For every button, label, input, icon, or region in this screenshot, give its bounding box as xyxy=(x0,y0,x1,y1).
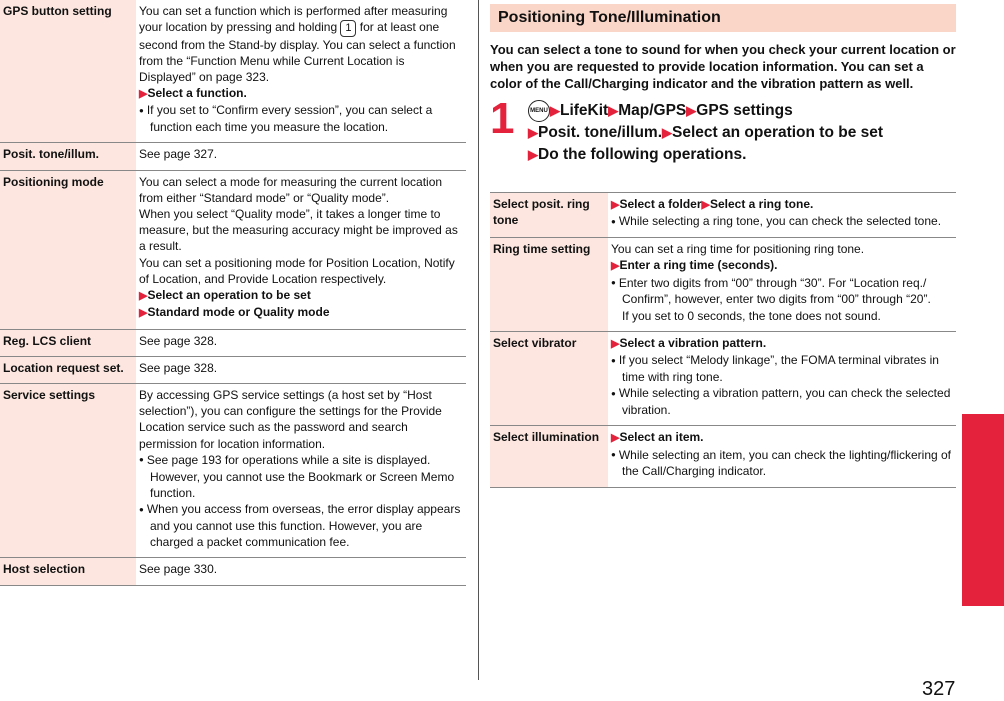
table-row xyxy=(0,329,466,356)
table-row xyxy=(490,426,956,487)
row-label: Location request set. xyxy=(0,356,136,383)
description-text: By accessing GPS service settings (a host set by “Host selection”), you can configure the settings for the Provide Location service such as the password and search permission for location information. xyxy=(139,387,442,451)
bullet-item xyxy=(139,501,464,550)
arrow-right-icon: ▶ xyxy=(611,260,620,273)
row-label: Reg. LCS client xyxy=(0,329,136,356)
row-label: Select vibrator xyxy=(490,331,608,425)
operation-step xyxy=(611,257,954,274)
operation-step xyxy=(139,85,464,102)
right-settings-table xyxy=(490,192,956,488)
step-text: Enter a ring time (seconds). xyxy=(619,258,778,273)
bullet-item xyxy=(139,102,464,135)
bullet-item xyxy=(611,213,954,230)
page-number: 327 xyxy=(922,678,956,700)
row-label: Positioning mode xyxy=(0,170,136,329)
step-part: LifeKit xyxy=(560,102,609,120)
row-description xyxy=(136,329,466,356)
arrow-right-icon: ▶ xyxy=(139,88,148,101)
bullet-icon: ● xyxy=(139,106,144,116)
row-label: Select posit. ring tone xyxy=(490,193,608,238)
bullet-text: While selecting an item, you can check the lighting/flickering of the Call/Charging indicator. xyxy=(618,447,952,479)
step-text: Standard mode or Quality mode xyxy=(147,305,330,320)
table-row xyxy=(0,356,466,383)
operation-step xyxy=(611,429,954,446)
step-part: Posit. tone/illum. xyxy=(538,124,663,142)
row-label: Posit. tone/illum. xyxy=(0,143,136,170)
row-description xyxy=(136,143,466,170)
column-divider xyxy=(478,0,479,680)
section-intro: You can select a tone to sound for when you check your current location or when you are requested to provide location information. You can set a color of the Call/Charging indicator and the vibration pattern as well. xyxy=(490,42,956,91)
bullet-text: See page 193 for operations while a site is displayed. However, you cannot use the Bookmark or Screen Memo function. xyxy=(146,452,455,500)
table-row xyxy=(490,193,956,238)
table-row xyxy=(490,331,956,425)
bullet-item xyxy=(611,447,954,480)
bullet-item xyxy=(611,385,954,418)
row-description xyxy=(136,383,466,557)
table-row xyxy=(0,558,466,585)
row-description xyxy=(136,170,466,329)
arrow-right-icon: ▶ xyxy=(701,199,710,211)
table-row xyxy=(0,383,466,557)
description-text: See page 327. xyxy=(139,147,218,162)
row-label: Ring time setting xyxy=(490,238,608,332)
bullet-text: While selecting a vibration pattern, you can check the selected vibration. xyxy=(618,386,951,418)
row-description xyxy=(608,426,956,487)
description-text: When you select “Quality mode”, it takes a longer time to measure, but the measuring accuracy might be improved as a result. xyxy=(139,207,458,254)
arrow-right-icon: ▶ xyxy=(608,103,619,119)
step-block xyxy=(490,94,956,178)
step-instructions xyxy=(528,100,883,166)
step-text: Select a ring tone. xyxy=(709,197,814,211)
operation-step xyxy=(611,196,954,213)
menu-key-icon: MENU xyxy=(528,100,550,122)
bullet-text: If you select “Melody linkage”, the FOMA terminal vibrates in time with ring tone. xyxy=(618,353,939,384)
step-text: Select a folder xyxy=(619,197,702,211)
operation-step xyxy=(611,335,954,352)
row-description xyxy=(136,356,466,383)
bullet-icon: ● xyxy=(139,455,144,465)
bullet-icon: ● xyxy=(611,216,616,226)
bullet-text: Enter two digits from “00” through “30”. For “Location req./ Confirm”, however, enter two digits from “00” through “20”. xyxy=(618,275,931,307)
step-part: Map/GPS xyxy=(618,102,687,120)
arrow-right-icon: ▶ xyxy=(611,337,620,350)
table-row xyxy=(0,170,466,329)
row-label: GPS button setting xyxy=(0,0,136,143)
description-text: You can set a ring time for positioning ring tone. xyxy=(611,242,865,257)
row-label: Host selection xyxy=(0,558,136,585)
description-text: See page 328. xyxy=(139,360,218,375)
right-column xyxy=(490,0,956,488)
step-part: GPS settings xyxy=(696,102,793,120)
arrow-right-icon: ▶ xyxy=(611,432,620,445)
operation-step xyxy=(139,287,464,304)
left-column xyxy=(0,0,466,586)
step-number: 1 xyxy=(490,94,515,143)
step-part: Select an operation to be set xyxy=(672,124,884,142)
description-text: You can set a positioning mode for Position Location, Notify of Location, and Provide Location respectively. xyxy=(139,255,455,286)
bullet-text: While selecting a ring tone, you can check the selected tone. xyxy=(618,214,942,229)
bullet-text: When you access from overseas, the error display appears and you cannot use this function. However, you are charged a packet communication fee. xyxy=(146,502,461,550)
bullet-icon: ● xyxy=(611,450,616,460)
description-text xyxy=(139,3,464,85)
side-index-label: Map/GPS Function xyxy=(975,432,992,575)
description-text: You can select a mode for measuring the current location from either “Standard mode” or “Quality mode”. xyxy=(139,174,443,205)
row-description xyxy=(136,558,466,585)
step-text: Select a vibration pattern. xyxy=(619,335,767,350)
arrow-right-icon: ▶ xyxy=(528,147,538,163)
step-text: Select an item. xyxy=(619,430,704,445)
text-segment: You can set a function which is performed after measuring your location by pressing and holding xyxy=(139,4,448,35)
left-settings-table xyxy=(0,0,466,586)
bullet-icon: ● xyxy=(611,355,616,365)
step-text: Select an operation to be set xyxy=(147,288,311,303)
table-row xyxy=(0,143,466,170)
row-label: Service settings xyxy=(0,383,136,557)
number-key-icon: 1 xyxy=(340,20,356,37)
arrow-right-icon: ▶ xyxy=(662,125,673,141)
section-header: Positioning Tone/Illumination xyxy=(490,4,956,32)
arrow-right-icon: ▶ xyxy=(686,103,697,119)
row-description xyxy=(608,331,956,425)
bullet-icon: ● xyxy=(611,388,616,398)
arrow-right-icon: ▶ xyxy=(139,307,148,320)
row-description xyxy=(608,193,956,238)
description-text: See page 328. xyxy=(139,333,218,348)
bullet-item xyxy=(611,352,954,385)
bullet-icon: ● xyxy=(139,504,144,514)
table-row xyxy=(0,0,466,143)
step-part: Do the following operations. xyxy=(538,146,747,164)
bullet-text: If you set to “Confirm every session”, you can select a function each time you measure the location. xyxy=(146,103,433,135)
description-text: See page 330. xyxy=(139,562,218,577)
arrow-right-icon: ▶ xyxy=(611,199,620,211)
arrow-right-icon: ▶ xyxy=(528,125,538,141)
table-row xyxy=(490,238,956,332)
row-description xyxy=(608,238,956,332)
bullet-item xyxy=(139,452,464,501)
operation-step xyxy=(139,304,464,321)
row-description xyxy=(136,0,466,143)
bullet-icon: ● xyxy=(611,278,616,288)
bullet-item xyxy=(611,275,954,308)
arrow-right-icon: ▶ xyxy=(550,103,560,119)
arrow-right-icon: ▶ xyxy=(139,290,148,303)
step-text: Select a function. xyxy=(147,86,247,101)
text-segment: for at least one second from the Stand-by display. You can select a function from the “Function Menu while Current Location is Displayed” on page 323. xyxy=(139,20,456,84)
indented-text: If you set to 0 seconds, the tone does not sound. xyxy=(622,308,881,323)
row-label: Select illumination xyxy=(490,426,608,487)
